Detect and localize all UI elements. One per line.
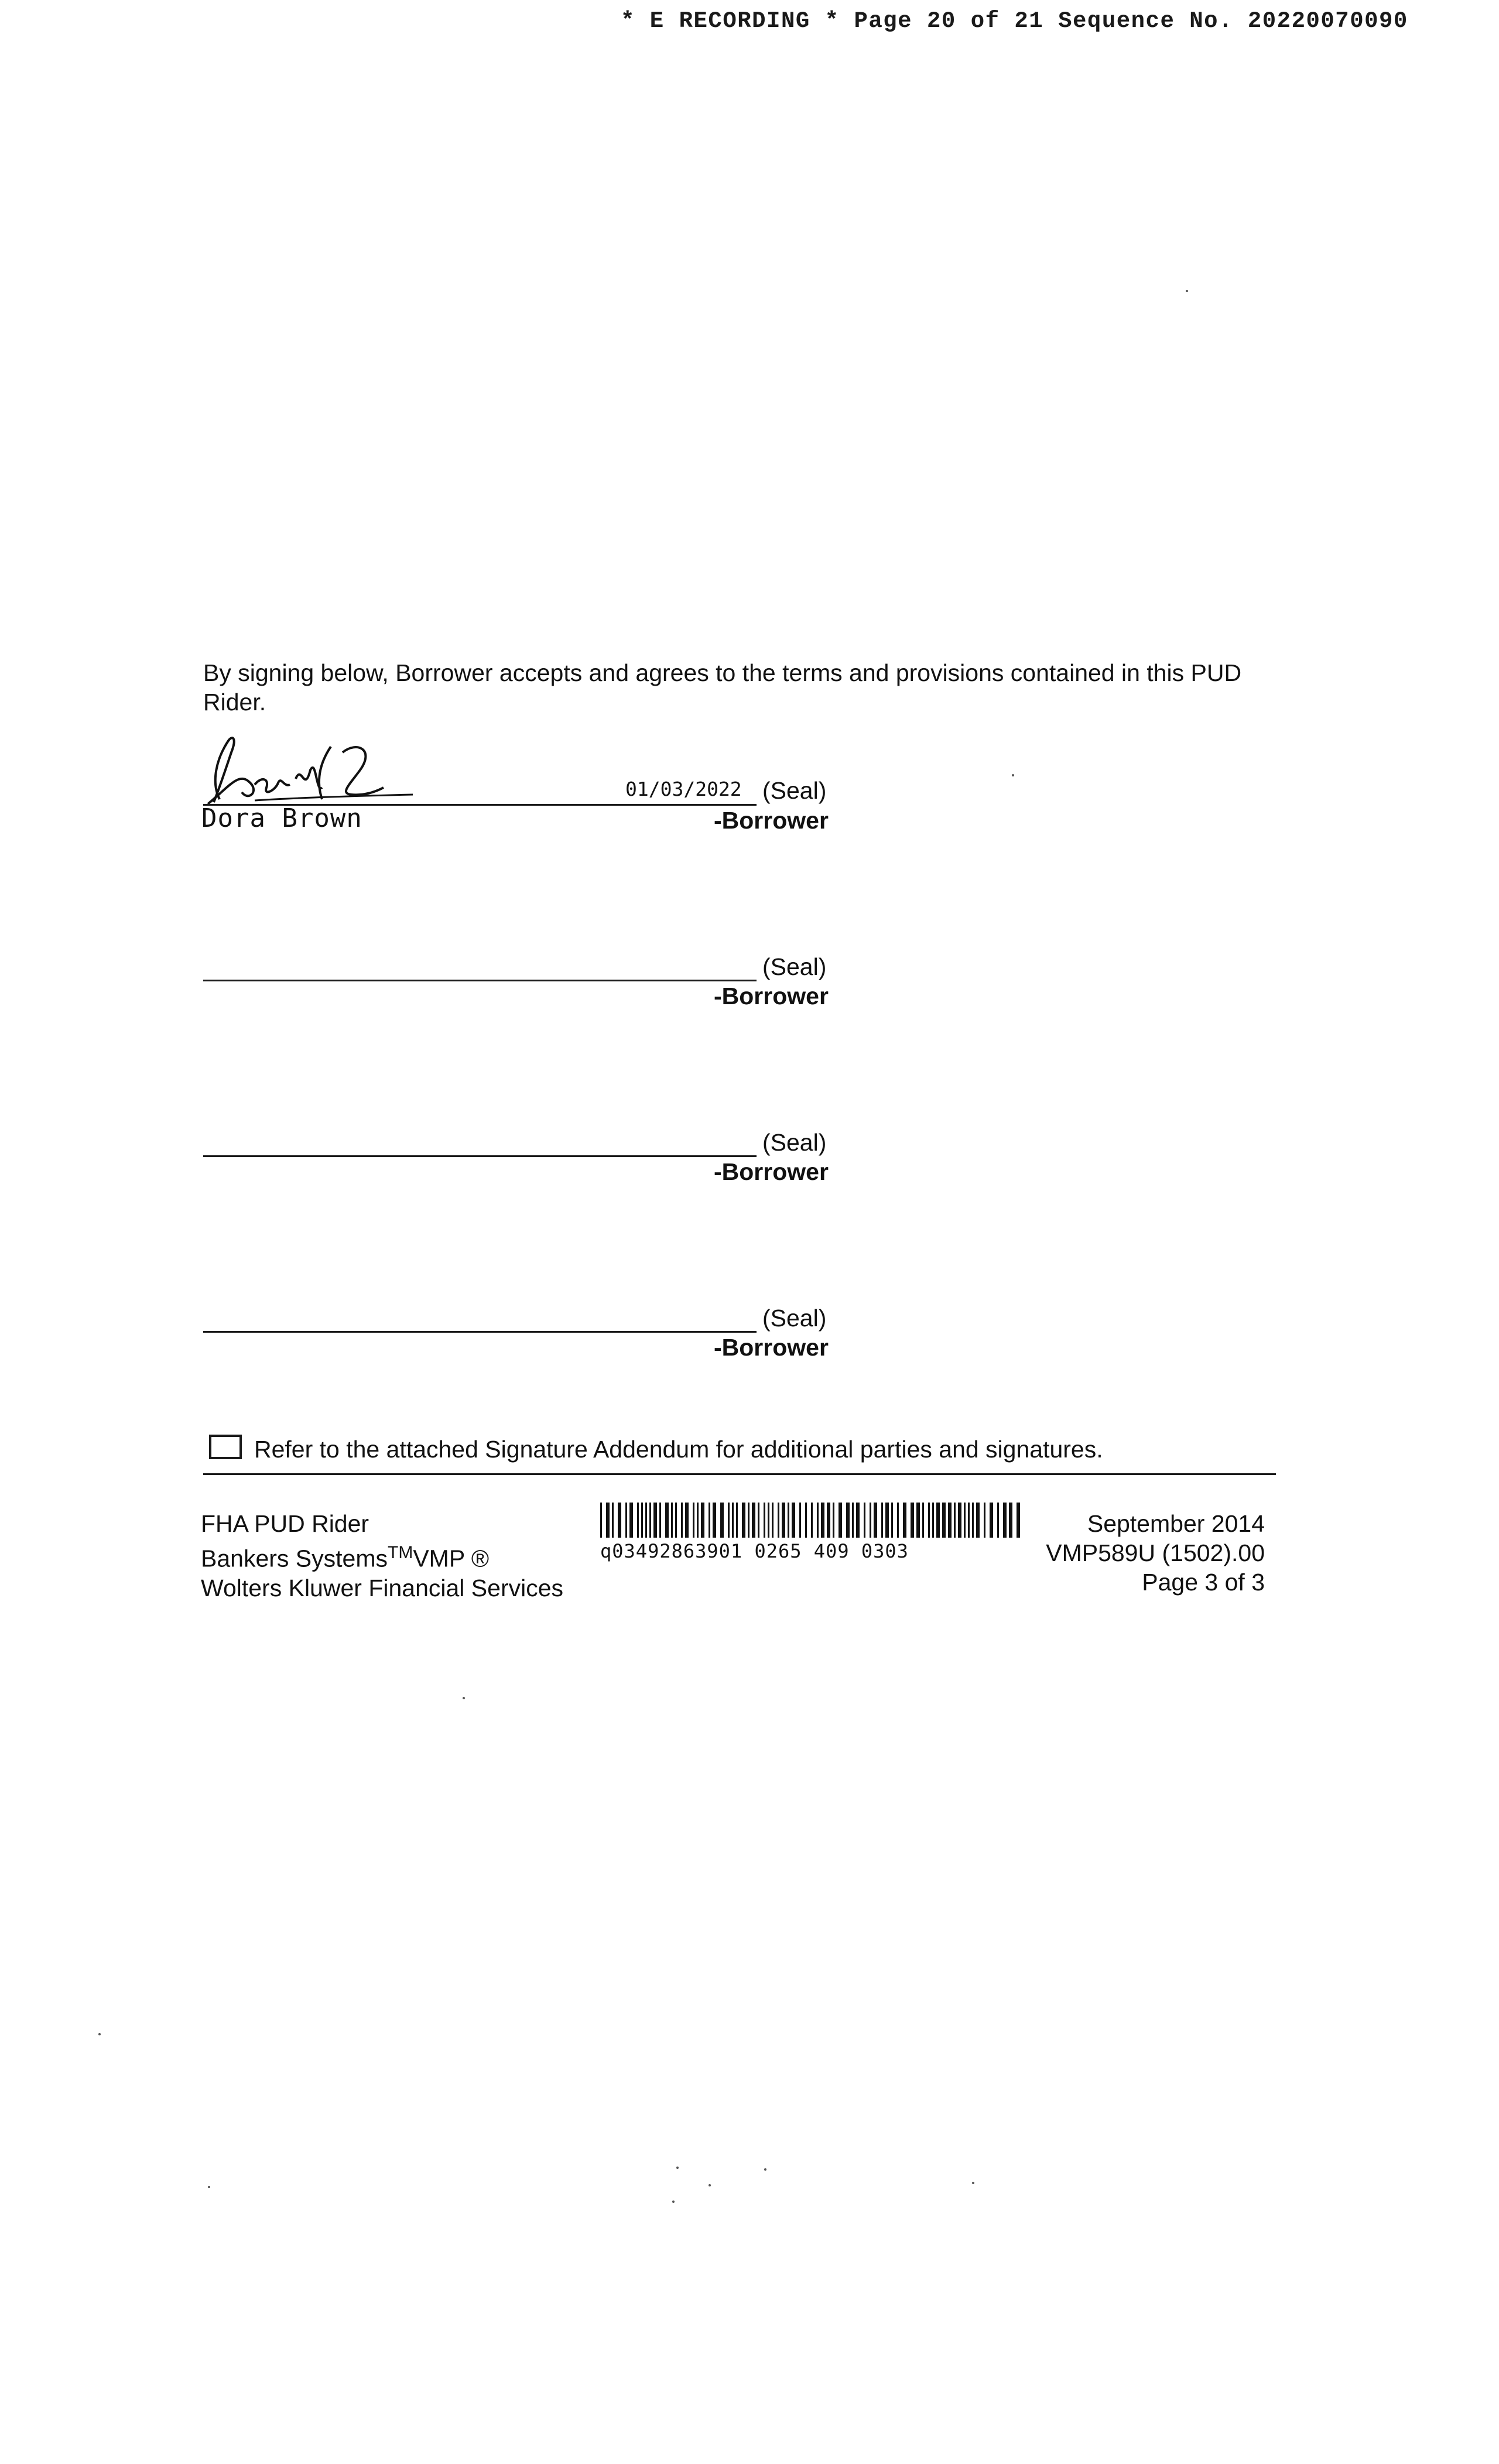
barcode-bar [709,1503,710,1538]
barcode-bar [685,1503,689,1538]
barcode-bar [653,1503,657,1538]
barcode-bar [856,1503,860,1538]
barcode-bar [742,1503,745,1538]
footer-form-info [201,1509,563,1603]
barcode-bar [612,1503,614,1538]
barcode-bar [600,1503,602,1538]
scan-speck [1186,290,1188,292]
scan-speck [972,2182,974,2184]
barcode-bar [922,1503,924,1538]
form-date: September 2014 [1087,1510,1265,1537]
barcode-bar [681,1503,683,1538]
barcode-bar [649,1503,651,1538]
barcode-bar [693,1503,694,1538]
barcode-bar [891,1503,893,1538]
barcode-bar [701,1503,704,1538]
barcode-bar [697,1503,699,1538]
barcode-bar [736,1503,738,1538]
barcode-bar [817,1503,819,1538]
form-publisher: Bankers Systems™VMP ® [201,1543,490,1572]
barcode-bar [732,1503,734,1538]
scan-speck [676,2167,679,2169]
barcode-bar [606,1503,610,1538]
barcode-bar [885,1503,889,1538]
barcode-bar [671,1503,673,1538]
signature-addendum-text: Refer to the attached Signature Addendum for additional parties and signatures. [254,1436,1103,1463]
barcode-bar [768,1503,769,1538]
page-number: Page 3 of 3 [1142,1569,1265,1596]
barcode-bar [792,1503,795,1538]
barcode-bar [772,1503,774,1538]
barcode-bar [764,1503,765,1538]
barcode-bar [811,1503,813,1538]
barcode-bar [846,1503,850,1538]
footer-divider [203,1473,1276,1475]
signature-line [203,1155,757,1157]
signature-line [203,1331,757,1333]
signature-line [203,980,757,981]
barcode-bar [864,1503,865,1538]
barcode-bar [720,1503,724,1538]
barcode-bar [629,1503,633,1538]
barcode-bar [778,1503,779,1538]
scan-speck [764,2168,766,2171]
borrower-label: -Borrower [714,983,829,1009]
barcode-bar [839,1503,842,1538]
barcode-bar [870,1503,871,1538]
barcode-bar [897,1503,899,1538]
barcode-bar [948,1503,952,1538]
scan-speck [98,2033,101,2035]
barcode-bar [954,1503,956,1538]
barcode-bar [645,1503,647,1538]
borrower-label: -Borrower [714,807,829,834]
form-title: FHA PUD Rider [201,1510,369,1537]
scan-speck [672,2201,675,2203]
scan-speck [208,2186,210,2188]
barcode-number: q03492863901 0265 409 0303 [600,1540,909,1562]
barcode-bar [936,1503,940,1538]
barcode-bar [637,1503,639,1538]
recording-stamp: * E RECORDING * Page 20 of 21 Sequence No. 20220070090 [621,8,1408,34]
barcode-bar [728,1503,730,1538]
scan-speck [463,1697,465,1699]
barcode-bar [659,1503,661,1538]
barcode-bar [799,1503,801,1538]
signature-addendum-checkbox[interactable] [209,1435,242,1459]
barcode-bar [618,1503,621,1538]
signature-date: 01/03/2022 [625,778,742,800]
barcode-bar [958,1503,961,1538]
seal-label: (Seal) [762,953,827,980]
borrower-label: -Borrower [714,1334,829,1361]
barcode-bar [833,1503,834,1538]
scan-speck [1012,774,1014,776]
barcode-bar [752,1503,755,1538]
barcode-bar [641,1503,643,1538]
barcode-bar [827,1503,830,1538]
barcode-bar [713,1503,716,1538]
barcode-bar [942,1503,946,1538]
barcode-bar [968,1503,970,1538]
barcode-bar [881,1503,883,1538]
barcode-bar [874,1503,877,1538]
barcode-bar [675,1503,677,1538]
trademark-mark: TM [388,1543,413,1562]
barcode-bar [903,1503,906,1538]
seal-label: (Seal) [762,777,827,804]
barcode-bar [625,1503,627,1538]
barcode-bar [911,1503,914,1538]
barcode-bar [758,1503,759,1538]
barcode-bar [782,1503,785,1538]
seal-label: (Seal) [762,1129,827,1156]
barcode-bar [928,1503,930,1538]
barcode-bar [821,1503,824,1538]
seal-label: (Seal) [762,1305,827,1332]
barcode-bar [916,1503,920,1538]
barcode-bar [852,1503,854,1538]
handwritten-signature [196,729,430,811]
barcode-bar [932,1503,934,1538]
barcode-bar [748,1503,750,1538]
barcode-bar [788,1503,789,1538]
barcode-bar [665,1503,669,1538]
form-company: Wolters Kluwer Financial Services [201,1574,564,1601]
footer-form-version [972,1509,1265,1597]
acceptance-statement: By signing below, Borrower accepts and agrees to the terms and provisions contained in this PUD Rider. [203,659,1242,716]
borrower-label: -Borrower [714,1158,829,1185]
barcode-bar [964,1503,966,1538]
barcode-bar [805,1503,807,1538]
document-barcode [600,1503,1022,1538]
borrower-name: Dora Brown [201,803,362,833]
scan-speck [709,2184,711,2186]
form-code: VMP589U (1502).00 [1046,1539,1265,1566]
